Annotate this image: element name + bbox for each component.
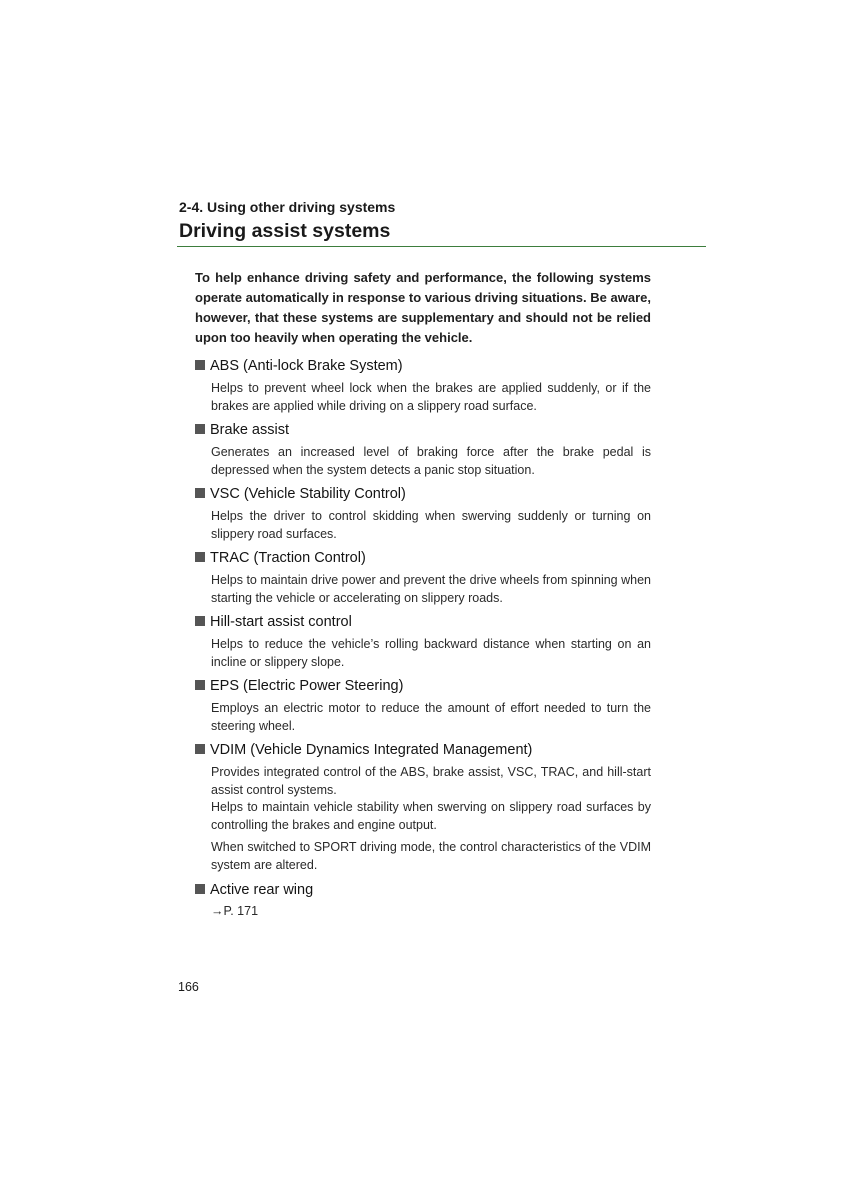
square-bullet-icon — [195, 488, 205, 498]
heading-text: TRAC (Traction Control) — [210, 550, 366, 566]
item-heading-vdim — [195, 741, 532, 759]
page-title: Driving assist systems — [179, 220, 391, 242]
item-heading-vsc — [195, 485, 406, 503]
heading-text: VDIM (Vehicle Dynamics Integrated Management) — [210, 742, 533, 758]
body-text: Helps to maintain vehicle stability when swerving on slippery road surfaces by controlling the brakes and engine output. — [211, 800, 651, 832]
item-body-active-rear-wing — [211, 903, 651, 921]
body-text: Helps the driver to control skidding when swerving suddenly or turning on slippery road surfaces. — [211, 509, 651, 541]
heading-text: EPS (Electric Power Steering) — [210, 678, 404, 694]
body-text: Helps to reduce the vehicle’s rolling backward distance when starting on an incline or slippery slope. — [211, 637, 651, 669]
item-body-trac — [211, 572, 651, 607]
intro-paragraph: To help enhance driving safety and performance, the following systems operate automatically in response to various driving situations. Be aware, however, that these systems are supplementary and should not be relied upon too heavily when operating the vehicle. — [195, 270, 651, 345]
item-heading-hill-start — [195, 613, 352, 631]
square-bullet-icon — [195, 360, 205, 370]
square-bullet-icon — [195, 884, 205, 894]
item-body-abs — [211, 380, 651, 415]
square-bullet-icon — [195, 744, 205, 754]
body-text: Provides integrated control of the ABS, brake assist, VSC, TRAC, and hill-start assist control systems. — [211, 765, 651, 797]
item-heading-abs — [195, 357, 403, 375]
heading-text: ABS (Anti-lock Brake System) — [210, 358, 403, 374]
square-bullet-icon — [195, 552, 205, 562]
item-heading-eps — [195, 677, 403, 695]
body-text: When switched to SPORT driving mode, the control characteristics of the VDIM system are altered. — [211, 840, 651, 872]
item-heading-trac — [195, 549, 366, 567]
item-heading-brake-assist — [195, 421, 289, 439]
section-label: 2-4. Using other driving systems — [179, 199, 396, 215]
item-body-vsc — [211, 508, 651, 543]
body-text: Helps to prevent wheel lock when the brakes are applied suddenly, or if the brakes are applied while driving on a slippery road surface. — [211, 381, 651, 413]
page-reference-link[interactable]: →P. 171 — [211, 904, 259, 918]
title-rule — [177, 246, 706, 247]
square-bullet-icon — [195, 616, 205, 626]
square-bullet-icon — [195, 424, 205, 434]
body-text: Helps to maintain drive power and prevent the drive wheels from spinning when starting the vehicle or accelerating on slippery roads. — [211, 573, 651, 605]
body-text: Employs an electric motor to reduce the amount of effort needed to turn the steering wheel. — [211, 701, 651, 733]
item-body-hill-start — [211, 636, 651, 671]
heading-text: Hill-start assist control — [210, 614, 352, 630]
heading-text: Active rear wing — [210, 882, 314, 898]
item-body-eps — [211, 700, 651, 735]
item-body-vdim — [211, 764, 651, 874]
heading-text: VSC (Vehicle Stability Control) — [210, 486, 406, 502]
body-text: Generates an increased level of braking force after the brake pedal is depressed when the system detects a panic stop situation. — [211, 445, 651, 477]
item-heading-active-rear-wing — [195, 881, 313, 899]
square-bullet-icon — [195, 680, 205, 690]
heading-text: Brake assist — [210, 422, 289, 438]
page-number: 166 — [178, 980, 199, 994]
item-body-brake-assist — [211, 444, 651, 479]
